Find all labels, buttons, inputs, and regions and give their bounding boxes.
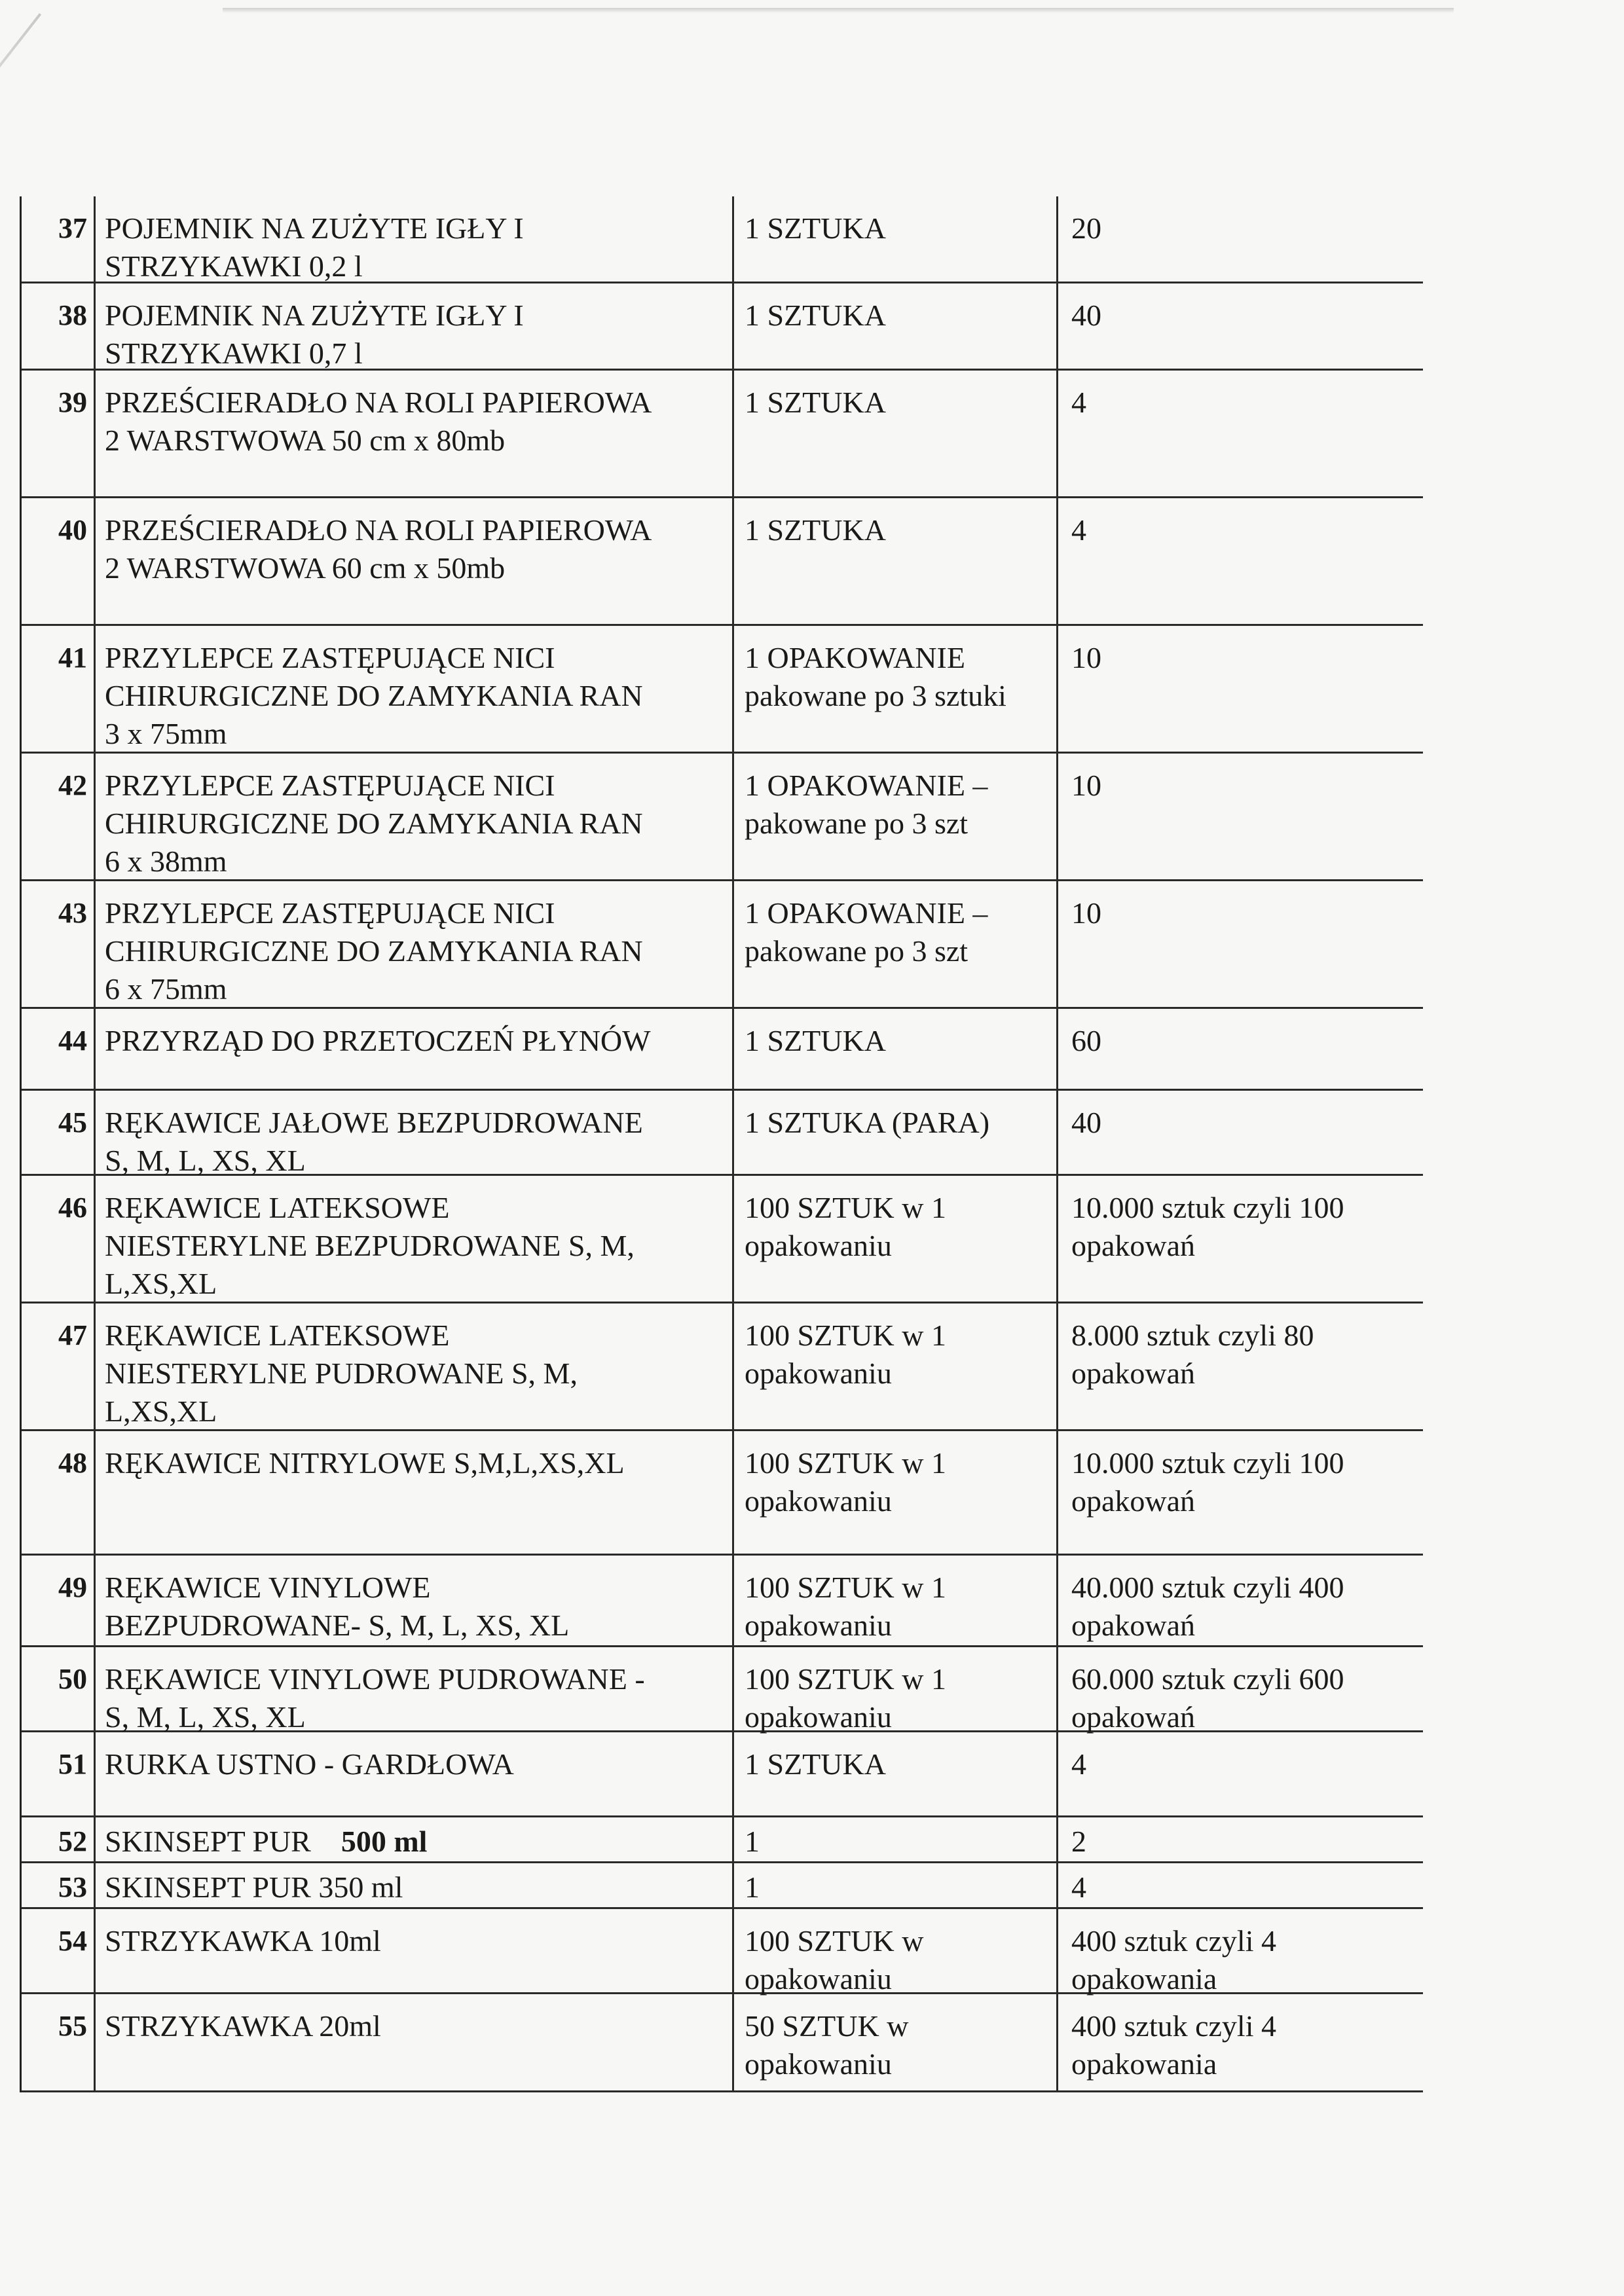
row-number: 40	[58, 514, 87, 546]
row-number: 50	[58, 1663, 87, 1695]
item-name: PRZYLEPCE ZASTĘPUJĄCE NICI CHIRURGICZNE DO ZAMYKANIA RAN 6 x 38mm	[94, 754, 732, 879]
item-quantity: 4	[1056, 371, 1423, 496]
item-unit: 100 SZTUK w opakowaniu	[732, 1909, 1056, 1992]
table-row	[22, 1091, 1423, 1176]
row-number: 48	[58, 1447, 87, 1479]
item-unit: 1	[732, 1817, 1056, 1861]
item-name: STRZYKAWKA 10ml	[94, 1909, 732, 1992]
item-name: PRZYLEPCE ZASTĘPUJĄCE NICI CHIRURGICZNE DO ZAMYKANIA RAN 3 x 75mm	[94, 626, 732, 752]
item-quantity: 10	[1056, 881, 1423, 1007]
item-unit: 1	[732, 1863, 1056, 1907]
row-number: 52	[58, 1825, 87, 1857]
row-number: 46	[58, 1192, 87, 1224]
item-quantity: 4	[1056, 1863, 1423, 1907]
item-name: PRZEŚCIERADŁO NA ROLI PAPIEROWA 2 WARSTWOWA 60 cm x 50mb	[94, 498, 732, 624]
item-quantity: 60	[1056, 1009, 1423, 1089]
item-unit: 1 SZTUKA	[732, 196, 1056, 282]
item-unit: 1 SZTUKA	[732, 283, 1056, 369]
item-unit: 1 SZTUKA	[732, 498, 1056, 624]
item-unit: 1 SZTUKA	[732, 1009, 1056, 1089]
table-row	[22, 1863, 1423, 1909]
row-number: 42	[58, 769, 87, 801]
row-number: 37	[58, 212, 87, 244]
row-number: 43	[58, 897, 87, 929]
row-number: 44	[58, 1025, 87, 1057]
item-name: RĘKAWICE JAŁOWE BEZPUDROWANE S, M, L, XS, XL	[94, 1091, 732, 1174]
item-quantity: 10	[1056, 626, 1423, 752]
item-quantity: 8.000 sztuk czyli 80 opakowań	[1056, 1303, 1423, 1429]
row-number: 49	[58, 1571, 87, 1603]
table-row	[22, 1732, 1423, 1817]
table-row	[22, 1909, 1423, 1994]
item-name: PRZYRZĄD DO PRZETOCZEŃ PŁYNÓW	[94, 1009, 732, 1089]
item-unit: 100 SZTUK w 1 opakowaniu	[732, 1176, 1056, 1302]
item-unit: 100 SZTUK w 1 opakowaniu	[732, 1303, 1056, 1429]
item-quantity: 40	[1056, 283, 1423, 369]
item-name: SKINSEPT PUR 350 ml	[94, 1863, 732, 1907]
item-quantity: 40	[1056, 1091, 1423, 1174]
item-quantity: 60.000 sztuk czyli 600 opakowań	[1056, 1647, 1423, 1730]
scan-fold-artifact	[0, 13, 41, 211]
item-quantity: 10.000 sztuk czyli 100 opakowań	[1056, 1176, 1423, 1302]
item-quantity: 4	[1056, 1732, 1423, 1815]
table-row	[22, 1009, 1423, 1091]
item-unit: 1 OPAKOWANIE – pakowane po 3 szt	[732, 881, 1056, 1007]
row-number: 47	[58, 1319, 87, 1351]
item-quantity: 40.000 sztuk czyli 400 opakowań	[1056, 1556, 1423, 1645]
item-name: POJEMNIK NA ZUŻYTE IGŁY I STRZYKAWKI 0,7 l	[94, 283, 732, 369]
item-name: RĘKAWICE LATEKSOWE NIESTERYLNE BEZPUDROWANE S, M, L,XS,XL	[94, 1176, 732, 1302]
item-unit: 1 SZTUKA (PARA)	[732, 1091, 1056, 1174]
row-number: 38	[58, 299, 87, 331]
item-name: PRZEŚCIERADŁO NA ROLI PAPIEROWA 2 WARSTWOWA 50 cm x 80mb	[94, 371, 732, 496]
table-row	[22, 196, 1423, 283]
table-row	[22, 1994, 1423, 2092]
table-row	[22, 283, 1423, 371]
item-unit: 100 SZTUK w 1 opakowaniu	[732, 1431, 1056, 1554]
item-quantity: 4	[1056, 498, 1423, 624]
item-name: PRZYLEPCE ZASTĘPUJĄCE NICI CHIRURGICZNE DO ZAMYKANIA RAN 6 x 75mm	[94, 881, 732, 1007]
item-quantity: 10.000 sztuk czyli 100 opakowań	[1056, 1431, 1423, 1554]
row-number: 55	[58, 2010, 87, 2042]
table-row	[22, 1303, 1423, 1431]
table-row	[22, 1817, 1423, 1863]
item-volume-bold: 500 ml	[341, 1825, 428, 1858]
item-name: STRZYKAWKA 20ml	[94, 1994, 732, 2090]
row-number: 39	[58, 386, 87, 418]
row-number: 54	[58, 1925, 87, 1957]
item-name: RĘKAWICE NITRYLOWE S,M,L,XS,XL	[94, 1431, 732, 1554]
item-quantity: 20	[1056, 196, 1423, 282]
item-name: RĘKAWICE VINYLOWE BEZPUDROWANE- S, M, L, XS, XL	[94, 1556, 732, 1645]
table-row	[22, 754, 1423, 881]
row-number: 41	[58, 642, 87, 674]
item-name: RĘKAWICE LATEKSOWE NIESTERYLNE PUDROWANE S, M, L,XS,XL	[94, 1303, 732, 1429]
table-row	[22, 1431, 1423, 1556]
item-unit: 1 SZTUKA	[732, 371, 1056, 496]
item-unit: 100 SZTUK w 1 opakowaniu	[732, 1556, 1056, 1645]
row-number: 51	[58, 1748, 87, 1780]
item-unit: 100 SZTUK w 1 opakowaniu	[732, 1647, 1056, 1730]
item-unit: 50 SZTUK w opakowaniu	[732, 1994, 1056, 2090]
table-row	[22, 1176, 1423, 1303]
item-unit: 1 OPAKOWANIE – pakowane po 3 szt	[732, 754, 1056, 879]
row-number: 45	[58, 1106, 87, 1139]
item-quantity: 2	[1056, 1817, 1423, 1861]
item-name: POJEMNIK NA ZUŻYTE IGŁY I STRZYKAWKI 0,2 l	[94, 196, 732, 282]
table-row	[22, 1647, 1423, 1732]
row-number: 53	[58, 1871, 87, 1903]
item-name: RĘKAWICE VINYLOWE PUDROWANE - S, M, L, XS, XL	[94, 1647, 732, 1730]
item-quantity: 400 sztuk czyli 4 opakowania	[1056, 1994, 1423, 2090]
item-name	[94, 1817, 732, 1861]
table-row	[22, 1556, 1423, 1647]
item-quantity: 400 sztuk czyli 4 opakowania	[1056, 1909, 1423, 1992]
item-name-text: SKINSEPT PUR	[105, 1825, 311, 1858]
table-row	[22, 371, 1423, 498]
items-table	[20, 196, 1423, 2092]
table-row	[22, 626, 1423, 754]
table-row	[22, 498, 1423, 626]
scan-edge-artifact	[223, 8, 1454, 13]
item-name: RURKA USTNO - GARDŁOWA	[94, 1732, 732, 1815]
item-quantity: 10	[1056, 754, 1423, 879]
item-unit: 1 OPAKOWANIE pakowane po 3 sztuki	[732, 626, 1056, 752]
item-unit: 1 SZTUKA	[732, 1732, 1056, 1815]
table-row	[22, 881, 1423, 1009]
